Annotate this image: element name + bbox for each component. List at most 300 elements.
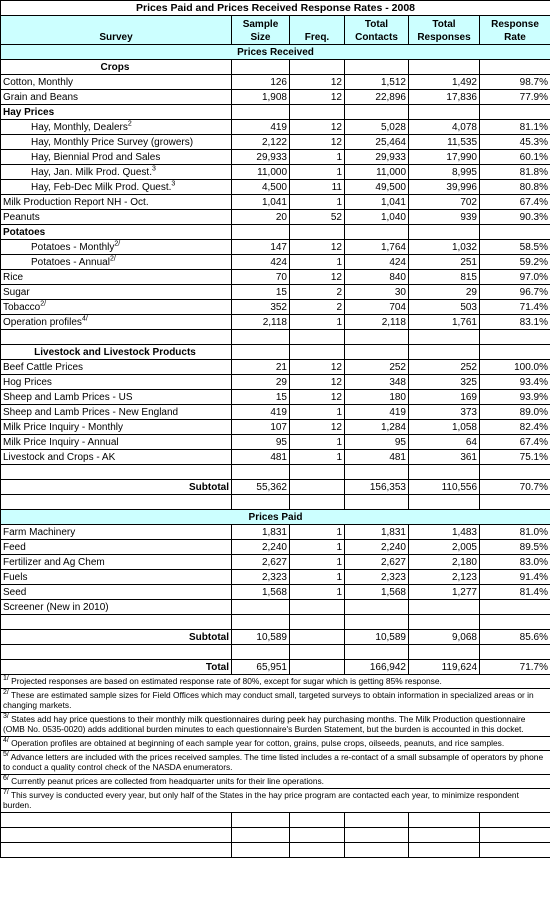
footnote-mark: 7/ bbox=[3, 789, 9, 797]
header-row bbox=[1, 16, 550, 45]
footnote-mark: 2/ bbox=[3, 689, 9, 697]
empty-cell bbox=[290, 615, 345, 630]
freq-cell: 2 bbox=[290, 300, 345, 315]
table-row bbox=[1, 75, 550, 90]
table-row bbox=[1, 600, 550, 615]
survey-name: Hay, Monthly Price Survey (growers) bbox=[31, 136, 194, 148]
total-responses-cell bbox=[409, 600, 480, 615]
table-row bbox=[1, 390, 550, 405]
empty-cell bbox=[409, 105, 480, 120]
total-contacts-cell: 1,568 bbox=[345, 585, 409, 600]
freq-cell: 12 bbox=[290, 120, 345, 135]
survey-name-cell bbox=[1, 375, 232, 390]
total-contacts-cell: 1,512 bbox=[345, 75, 409, 90]
sample-size-cell: 352 bbox=[232, 300, 290, 315]
footnote-ref: 2 bbox=[127, 120, 132, 128]
subtotal-paid-row bbox=[1, 630, 550, 645]
survey-name-cell bbox=[1, 210, 232, 225]
empty-cell bbox=[409, 828, 480, 843]
response-rate-cell: 100.0% bbox=[480, 360, 550, 375]
freq-cell: 12 bbox=[290, 390, 345, 405]
empty-cell bbox=[290, 828, 345, 843]
survey-name-cell bbox=[1, 165, 232, 180]
survey-name-cell bbox=[1, 120, 232, 135]
empty-cell bbox=[290, 465, 345, 480]
freq-cell: 1 bbox=[290, 540, 345, 555]
freq-cell: 1 bbox=[290, 525, 345, 540]
footnote-ref: 3 bbox=[171, 180, 176, 188]
total-responses-cell: 373 bbox=[409, 405, 480, 420]
response-rate-cell: 81.0% bbox=[480, 525, 550, 540]
survey-name-cell bbox=[1, 600, 232, 615]
sample-size-cell: 65,951 bbox=[232, 660, 290, 675]
total-contacts-cell: 1,284 bbox=[345, 420, 409, 435]
survey-name: Milk Price Inquiry - Annual bbox=[3, 436, 119, 448]
empty-cell bbox=[345, 465, 409, 480]
table-row bbox=[1, 150, 550, 165]
survey-name-cell bbox=[1, 390, 232, 405]
footnote-row bbox=[1, 789, 550, 813]
survey-name-cell bbox=[1, 150, 232, 165]
total-contacts-cell: 25,464 bbox=[345, 135, 409, 150]
total-contacts-cell: 704 bbox=[345, 300, 409, 315]
survey-name: Fuels bbox=[3, 571, 28, 583]
survey-name: Hay, Monthly, Dealers bbox=[31, 121, 128, 133]
survey-name: Hay, Biennial Prod and Sales bbox=[31, 151, 161, 163]
total-responses-cell: 39,996 bbox=[409, 180, 480, 195]
table-row bbox=[1, 210, 550, 225]
total-responses-cell: 1,483 bbox=[409, 525, 480, 540]
spacer-row bbox=[1, 645, 550, 660]
response-rate-cell: 96.7% bbox=[480, 285, 550, 300]
freq-cell: 2 bbox=[290, 285, 345, 300]
freq-cell bbox=[290, 660, 345, 675]
total-responses-cell: 11,535 bbox=[409, 135, 480, 150]
footnote-mark: 1/ bbox=[3, 675, 9, 683]
response-rate-cell: 71.4% bbox=[480, 300, 550, 315]
empty-cell bbox=[232, 843, 290, 858]
empty-cell bbox=[290, 330, 345, 345]
survey-name: Hog Prices bbox=[3, 376, 52, 388]
footnote-row bbox=[1, 751, 550, 775]
total-contacts-cell: 11,000 bbox=[345, 165, 409, 180]
empty-cell bbox=[409, 615, 480, 630]
empty-cell bbox=[290, 60, 345, 75]
sample-size-cell bbox=[232, 600, 290, 615]
table-row bbox=[1, 540, 550, 555]
footnote-mark: 3/ bbox=[3, 713, 9, 721]
response-rate-cell: 81.8% bbox=[480, 165, 550, 180]
group-livestock bbox=[1, 345, 550, 360]
sample-size-cell: 107 bbox=[232, 420, 290, 435]
total-row bbox=[1, 660, 550, 675]
subtotal-received-row-label: Subtotal bbox=[1, 480, 232, 495]
response-rate-cell: 80.8% bbox=[480, 180, 550, 195]
total-responses-cell: 1,032 bbox=[409, 240, 480, 255]
survey-name-cell bbox=[1, 315, 232, 330]
survey-name-cell bbox=[1, 180, 232, 195]
empty-cell bbox=[345, 330, 409, 345]
footnote-cell bbox=[1, 675, 550, 689]
table-row bbox=[1, 315, 550, 330]
total-contacts-cell: 10,589 bbox=[345, 630, 409, 645]
survey-name-cell bbox=[1, 435, 232, 450]
freq-cell: 12 bbox=[290, 420, 345, 435]
empty-cell bbox=[345, 60, 409, 75]
empty-cell bbox=[290, 225, 345, 240]
sample-size-cell: 419 bbox=[232, 405, 290, 420]
footnote-ref: 3 bbox=[151, 165, 156, 173]
group-livestock-label: Livestock and Livestock Products bbox=[1, 345, 232, 360]
response-rate-cell: 83.0% bbox=[480, 555, 550, 570]
total-responses-cell: 503 bbox=[409, 300, 480, 315]
title-row bbox=[1, 1, 550, 16]
total-responses-cell: 4,078 bbox=[409, 120, 480, 135]
empty-cell bbox=[232, 330, 290, 345]
response-rate-cell: 67.4% bbox=[480, 195, 550, 210]
sample-size-cell: 29,933 bbox=[232, 150, 290, 165]
spacer-row bbox=[1, 828, 550, 843]
table-row bbox=[1, 255, 550, 270]
table-row bbox=[1, 375, 550, 390]
table-row bbox=[1, 525, 550, 540]
survey-name-cell bbox=[1, 555, 232, 570]
survey-name-cell bbox=[1, 75, 232, 90]
empty-cell bbox=[232, 813, 290, 828]
survey-name: Livestock and Crops - AK bbox=[3, 451, 116, 463]
empty-cell bbox=[409, 345, 480, 360]
total-contacts-cell: 5,028 bbox=[345, 120, 409, 135]
empty-cell bbox=[232, 225, 290, 240]
empty-cell bbox=[1, 465, 232, 480]
header-sample-size: Sample Size bbox=[232, 16, 290, 45]
total-responses-cell: 815 bbox=[409, 270, 480, 285]
response-rate-cell: 58.5% bbox=[480, 240, 550, 255]
empty-cell bbox=[290, 495, 345, 510]
total-contacts-cell: 166,942 bbox=[345, 660, 409, 675]
empty-cell bbox=[1, 495, 232, 510]
empty-cell bbox=[1, 645, 232, 660]
survey-name: Cotton, Monthly bbox=[3, 76, 74, 88]
total-contacts-cell: 95 bbox=[345, 435, 409, 450]
empty-cell bbox=[480, 615, 550, 630]
empty-cell bbox=[409, 225, 480, 240]
survey-name-cell bbox=[1, 135, 232, 150]
empty-cell bbox=[409, 813, 480, 828]
survey-name: Sugar bbox=[3, 286, 30, 298]
total-contacts-cell: 30 bbox=[345, 285, 409, 300]
empty-cell bbox=[290, 813, 345, 828]
response-rate-cell: 98.7% bbox=[480, 75, 550, 90]
total-row-label: Total bbox=[1, 660, 232, 675]
freq-cell: 1 bbox=[290, 195, 345, 210]
total-contacts-cell: 2,323 bbox=[345, 570, 409, 585]
footnote-text: Projected responses are based on estimated response rate of 80%, except for sugar which is getting 85% response. bbox=[11, 676, 442, 686]
empty-cell bbox=[409, 465, 480, 480]
sample-size-cell: 419 bbox=[232, 120, 290, 135]
footnote-cell bbox=[1, 713, 550, 737]
total-responses-cell: 17,836 bbox=[409, 90, 480, 105]
sample-size-cell: 126 bbox=[232, 75, 290, 90]
total-responses-cell: 17,990 bbox=[409, 150, 480, 165]
footnote-text: Currently peanut prices are collected from headquarter units for their line operations. bbox=[11, 776, 325, 786]
survey-name: Milk Price Inquiry - Monthly bbox=[3, 421, 124, 433]
footnote-row bbox=[1, 737, 550, 751]
total-responses-cell: 2,180 bbox=[409, 555, 480, 570]
footnote-cell bbox=[1, 775, 550, 789]
empty-cell bbox=[232, 495, 290, 510]
empty-cell bbox=[232, 345, 290, 360]
freq-cell: 52 bbox=[290, 210, 345, 225]
survey-name: Tobacco bbox=[3, 301, 41, 313]
survey-name: Operation profiles bbox=[3, 316, 82, 328]
total-contacts-cell: 419 bbox=[345, 405, 409, 420]
empty-cell bbox=[480, 465, 550, 480]
spacer-row bbox=[1, 813, 550, 828]
table-row bbox=[1, 450, 550, 465]
survey-name: Sheep and Lamb Prices - US bbox=[3, 391, 133, 403]
table-row bbox=[1, 300, 550, 315]
footnote-ref: 2/ bbox=[109, 255, 116, 263]
sample-size-cell: 2,627 bbox=[232, 555, 290, 570]
survey-name: Screener (New in 2010) bbox=[3, 601, 109, 613]
group-hay-prices bbox=[1, 105, 550, 120]
freq-cell: 1 bbox=[290, 450, 345, 465]
total-contacts-cell: 424 bbox=[345, 255, 409, 270]
header-total-responses: Total Responses bbox=[409, 16, 480, 45]
empty-cell bbox=[345, 345, 409, 360]
table-row bbox=[1, 120, 550, 135]
group-potatoes bbox=[1, 225, 550, 240]
footnote-row bbox=[1, 675, 550, 689]
total-contacts-cell: 1,041 bbox=[345, 195, 409, 210]
survey-name-cell bbox=[1, 585, 232, 600]
total-contacts-cell: 348 bbox=[345, 375, 409, 390]
survey-name: Feed bbox=[3, 541, 26, 553]
survey-name-cell bbox=[1, 285, 232, 300]
section-prices-paid bbox=[1, 510, 550, 525]
table-row bbox=[1, 585, 550, 600]
total-contacts-cell: 180 bbox=[345, 390, 409, 405]
footnote-ref: 4/ bbox=[81, 315, 88, 323]
total-contacts-cell: 22,896 bbox=[345, 90, 409, 105]
response-rate-cell bbox=[480, 600, 550, 615]
empty-cell bbox=[409, 495, 480, 510]
footnote-text: Advance letters are included with the prices received samples. The time listed includes a re-contact of a small subsample of operators by phone to conduct a quality control check of the NASDA enumerators. bbox=[3, 752, 544, 772]
empty-cell bbox=[1, 843, 232, 858]
total-contacts-cell: 156,353 bbox=[345, 480, 409, 495]
response-rate-cell: 83.1% bbox=[480, 315, 550, 330]
response-rate-cell: 60.1% bbox=[480, 150, 550, 165]
header-total-contacts: Total Contacts bbox=[345, 16, 409, 45]
empty-cell bbox=[345, 813, 409, 828]
empty-cell bbox=[232, 615, 290, 630]
sample-size-cell: 70 bbox=[232, 270, 290, 285]
sample-size-cell: 20 bbox=[232, 210, 290, 225]
response-rate-cell: 97.0% bbox=[480, 270, 550, 285]
empty-cell bbox=[480, 105, 550, 120]
response-rate-cell: 81.4% bbox=[480, 585, 550, 600]
survey-name-cell bbox=[1, 360, 232, 375]
footnote-row bbox=[1, 775, 550, 789]
empty-cell bbox=[480, 828, 550, 843]
total-contacts-cell: 252 bbox=[345, 360, 409, 375]
section-prices-received bbox=[1, 45, 550, 60]
freq-cell: 1 bbox=[290, 255, 345, 270]
empty-cell bbox=[290, 645, 345, 660]
sample-size-cell: 2,122 bbox=[232, 135, 290, 150]
survey-name-cell bbox=[1, 420, 232, 435]
survey-name: Sheep and Lamb Prices - New England bbox=[3, 406, 179, 418]
empty-cell bbox=[232, 60, 290, 75]
total-responses-cell: 1,277 bbox=[409, 585, 480, 600]
freq-cell: 1 bbox=[290, 315, 345, 330]
empty-cell bbox=[232, 645, 290, 660]
survey-name-cell bbox=[1, 90, 232, 105]
survey-name-cell bbox=[1, 240, 232, 255]
empty-cell bbox=[480, 330, 550, 345]
freq-cell: 1 bbox=[290, 555, 345, 570]
spacer-row bbox=[1, 843, 550, 858]
freq-cell: 1 bbox=[290, 405, 345, 420]
response-rate-cell: 59.2% bbox=[480, 255, 550, 270]
survey-name: Milk Production Report NH - Oct. bbox=[3, 196, 149, 208]
survey-name: Hay, Jan. Milk Prod. Quest. bbox=[31, 166, 152, 178]
sample-size-cell: 2,240 bbox=[232, 540, 290, 555]
group-hay-prices-label: Hay Prices bbox=[1, 105, 232, 120]
header-response-rate: Response Rate bbox=[480, 16, 550, 45]
sample-size-cell: 2,323 bbox=[232, 570, 290, 585]
total-responses-cell: 939 bbox=[409, 210, 480, 225]
freq-cell: 1 bbox=[290, 165, 345, 180]
table-row bbox=[1, 195, 550, 210]
freq-cell bbox=[290, 480, 345, 495]
survey-name: Potatoes - Monthly bbox=[31, 241, 115, 253]
sample-size-cell: 15 bbox=[232, 285, 290, 300]
total-contacts-cell: 2,627 bbox=[345, 555, 409, 570]
survey-name-cell bbox=[1, 405, 232, 420]
footnote-mark: 6/ bbox=[3, 775, 9, 783]
table-row bbox=[1, 435, 550, 450]
response-rate-cell: 71.7% bbox=[480, 660, 550, 675]
total-responses-cell: 64 bbox=[409, 435, 480, 450]
subtotal-received-row bbox=[1, 480, 550, 495]
empty-cell bbox=[480, 495, 550, 510]
table-row bbox=[1, 90, 550, 105]
footnote-cell bbox=[1, 789, 550, 813]
total-responses-cell: 1,058 bbox=[409, 420, 480, 435]
empty-cell bbox=[1, 828, 232, 843]
sample-size-cell: 1,908 bbox=[232, 90, 290, 105]
freq-cell: 12 bbox=[290, 90, 345, 105]
total-contacts-cell: 29,933 bbox=[345, 150, 409, 165]
table-row bbox=[1, 240, 550, 255]
empty-cell bbox=[232, 828, 290, 843]
total-contacts-cell: 1,831 bbox=[345, 525, 409, 540]
footnote-text: Operation profiles are obtained at beginning of each sample year for cotton, grains, pulse crops, oilseeds, peanuts, and rice samples. bbox=[11, 738, 505, 748]
response-rate-cell: 93.9% bbox=[480, 390, 550, 405]
empty-cell bbox=[409, 330, 480, 345]
total-responses-cell: 8,995 bbox=[409, 165, 480, 180]
empty-cell bbox=[232, 465, 290, 480]
sample-size-cell: 15 bbox=[232, 390, 290, 405]
total-responses-cell: 325 bbox=[409, 375, 480, 390]
empty-cell bbox=[480, 813, 550, 828]
survey-name: Farm Machinery bbox=[3, 526, 76, 538]
survey-name-cell bbox=[1, 255, 232, 270]
response-rate-cell: 82.4% bbox=[480, 420, 550, 435]
total-contacts-cell: 2,118 bbox=[345, 315, 409, 330]
response-rate-cell: 70.7% bbox=[480, 480, 550, 495]
survey-name: Hay, Feb-Dec Milk Prod. Quest. bbox=[31, 181, 172, 193]
total-contacts-cell: 481 bbox=[345, 450, 409, 465]
total-responses-cell: 2,005 bbox=[409, 540, 480, 555]
freq-cell: 12 bbox=[290, 270, 345, 285]
total-responses-cell: 252 bbox=[409, 360, 480, 375]
spacer-row bbox=[1, 330, 550, 345]
empty-cell bbox=[345, 225, 409, 240]
subtotal-paid-row-label: Subtotal bbox=[1, 630, 232, 645]
sample-size-cell: 21 bbox=[232, 360, 290, 375]
total-responses-cell: 1,761 bbox=[409, 315, 480, 330]
empty-cell bbox=[345, 843, 409, 858]
sample-size-cell: 1,568 bbox=[232, 585, 290, 600]
response-rate-cell: 93.4% bbox=[480, 375, 550, 390]
empty-cell bbox=[409, 645, 480, 660]
freq-cell: 11 bbox=[290, 180, 345, 195]
response-rate-cell: 81.1% bbox=[480, 120, 550, 135]
survey-name: Fertilizer and Ag Chem bbox=[3, 556, 105, 568]
empty-cell bbox=[345, 105, 409, 120]
freq-cell: 1 bbox=[290, 435, 345, 450]
table-row bbox=[1, 180, 550, 195]
empty-cell bbox=[480, 843, 550, 858]
table-row bbox=[1, 360, 550, 375]
survey-name-cell bbox=[1, 570, 232, 585]
empty-cell bbox=[345, 828, 409, 843]
survey-name-cell bbox=[1, 270, 232, 285]
total-responses-cell: 110,556 bbox=[409, 480, 480, 495]
spacer-row bbox=[1, 465, 550, 480]
footnote-row bbox=[1, 689, 550, 713]
empty-cell bbox=[290, 105, 345, 120]
total-responses-cell: 702 bbox=[409, 195, 480, 210]
response-rate-cell: 90.3% bbox=[480, 210, 550, 225]
empty-cell bbox=[409, 60, 480, 75]
footnote-mark: 5/ bbox=[3, 751, 9, 759]
freq-cell: 1 bbox=[290, 570, 345, 585]
total-responses-cell: 2,123 bbox=[409, 570, 480, 585]
empty-cell bbox=[345, 495, 409, 510]
survey-name: Potatoes - Annual bbox=[31, 256, 110, 268]
group-crops-label: Crops bbox=[1, 60, 232, 75]
table-row bbox=[1, 270, 550, 285]
empty-cell bbox=[290, 843, 345, 858]
sample-size-cell: 147 bbox=[232, 240, 290, 255]
freq-cell bbox=[290, 630, 345, 645]
survey-name-cell bbox=[1, 540, 232, 555]
freq-cell: 12 bbox=[290, 375, 345, 390]
spacer-row bbox=[1, 495, 550, 510]
total-contacts-cell bbox=[345, 600, 409, 615]
footnote-mark: 4/ bbox=[3, 737, 9, 745]
survey-name-cell bbox=[1, 525, 232, 540]
survey-name: Beef Cattle Prices bbox=[3, 361, 84, 373]
response-rate-cell: 91.4% bbox=[480, 570, 550, 585]
total-contacts-cell: 1,764 bbox=[345, 240, 409, 255]
empty-cell bbox=[1, 615, 232, 630]
table-row bbox=[1, 135, 550, 150]
